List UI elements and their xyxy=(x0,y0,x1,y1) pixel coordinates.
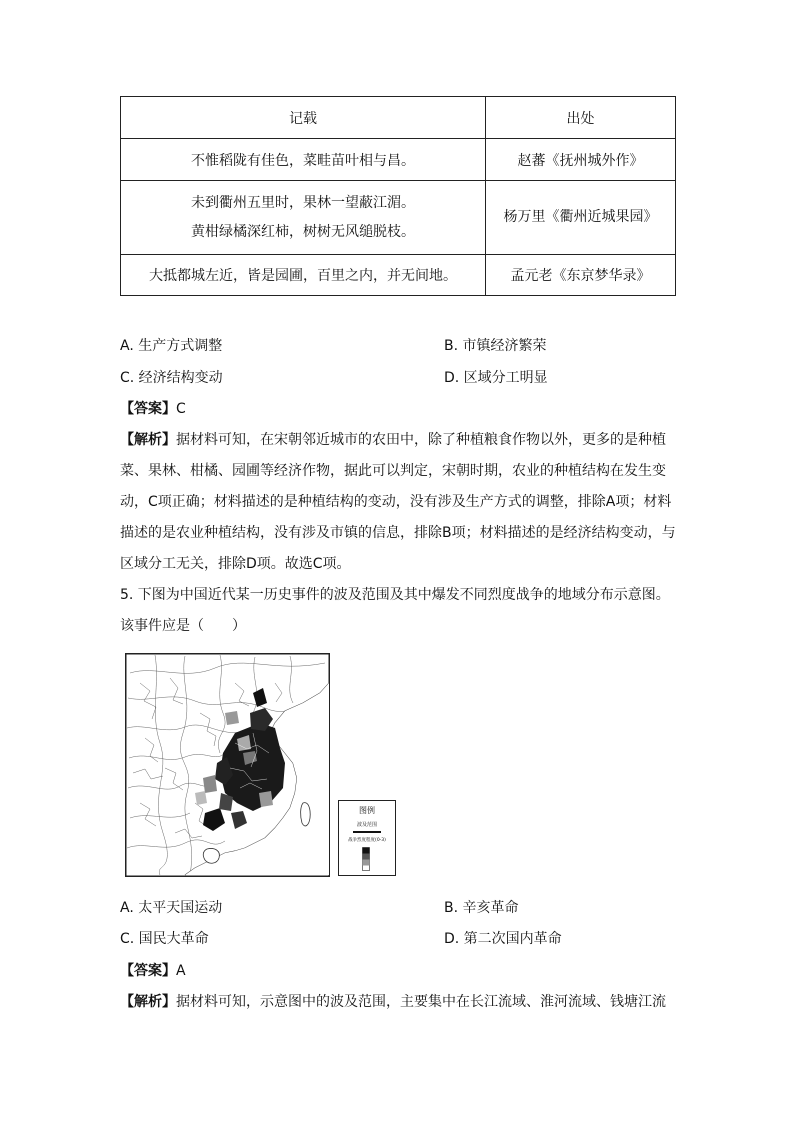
record-cell xyxy=(121,181,486,255)
analysis-text: 据材料可知，示意图中的波及范围，主要集中在长江流域、淮河流域、钱塘江流 xyxy=(176,994,666,1010)
answer-value: A xyxy=(176,963,186,979)
q4-option-a: A. 生产方式调整 xyxy=(120,338,223,354)
table-header-row xyxy=(121,97,676,139)
record-line: 大抵都城左近，皆是园圃，百里之内，并无间地。 xyxy=(149,268,457,284)
record-cell xyxy=(121,255,486,296)
source-table xyxy=(120,96,676,296)
analysis-label: 【解析】 xyxy=(120,432,176,448)
header-source: 出处 xyxy=(486,97,676,139)
q5-option-a: A. 太平天国运动 xyxy=(120,900,223,916)
record-line: 未到衢州五里时，果林一望蔽江湄。 xyxy=(191,194,415,211)
q5-answer xyxy=(120,956,680,987)
legend-intensity-label: 战争烈度程度(0-3) xyxy=(348,838,386,843)
analysis-label: 【解析】 xyxy=(120,994,176,1010)
q5-analysis xyxy=(120,987,680,1018)
taiwan-island xyxy=(301,803,311,826)
q4-option-c: C. 经济结构变动 xyxy=(120,370,223,386)
china-map-figure xyxy=(125,653,330,877)
record-line: 黄柑绿橘深红柿，树树无风缒脱枝。 xyxy=(191,223,415,240)
table-row xyxy=(121,255,676,296)
table-row xyxy=(121,181,676,255)
q5-option-b: B. 辛亥革命 xyxy=(444,900,519,916)
q4-option-d: D. 区域分工明显 xyxy=(444,370,548,386)
header-record: 记载 xyxy=(121,97,486,139)
q4-analysis xyxy=(120,425,680,580)
record-line: 不惟稻陇有佳色，菜畦苗叶相与昌。 xyxy=(191,152,415,169)
legend-scope-line xyxy=(353,831,381,833)
analysis-text: 据材料可知，在宋朝邻近城市的农田中，除了种植粮食作物以外，更多的是种植菜、果林、柑橘、园圃等经济作物，据此可以判定，宋朝时期，农业的种植结构在发生变动，C项正确；材料描述的是种植结构的变动，没有涉及生产方式的调整，排除A项；材料描述的是农业种植结构，没有涉及市镇的信息，排除B项；材料描述的是经济结构变动，与区域分工无关，排除D项。故选C项。 xyxy=(120,432,676,572)
hainan-island xyxy=(203,848,219,863)
answer-label: 【答案】 xyxy=(120,963,176,979)
q4-answer xyxy=(120,394,680,425)
q5-stem: 5. 下图为中国近代某一历史事件的波及范围及其中爆发不同烈度战争的地域分布示意图。该事件应是（ ） xyxy=(120,587,670,634)
source-cell: 孟元老《东京梦华录》 xyxy=(486,255,676,296)
answer-label: 【答案】 xyxy=(120,401,176,417)
q5-option-c: C. 国民大革命 xyxy=(120,931,209,947)
q5-option-d: D. 第二次国内革命 xyxy=(444,931,562,947)
legend-intensity-scale xyxy=(362,847,370,871)
table-row xyxy=(121,139,676,181)
record-cell xyxy=(121,139,486,181)
map-legend xyxy=(338,800,396,876)
q4-option-b: B. 市镇经济繁荣 xyxy=(444,338,547,354)
source-cell: 杨万里《衢州近城果园》 xyxy=(486,181,676,255)
answer-value: C xyxy=(176,401,186,417)
source-cell: 赵蕃《抚州城外作》 xyxy=(486,139,676,181)
legend-scope-label: 波及范围 xyxy=(356,822,377,828)
legend-title: 图例 xyxy=(359,806,375,815)
